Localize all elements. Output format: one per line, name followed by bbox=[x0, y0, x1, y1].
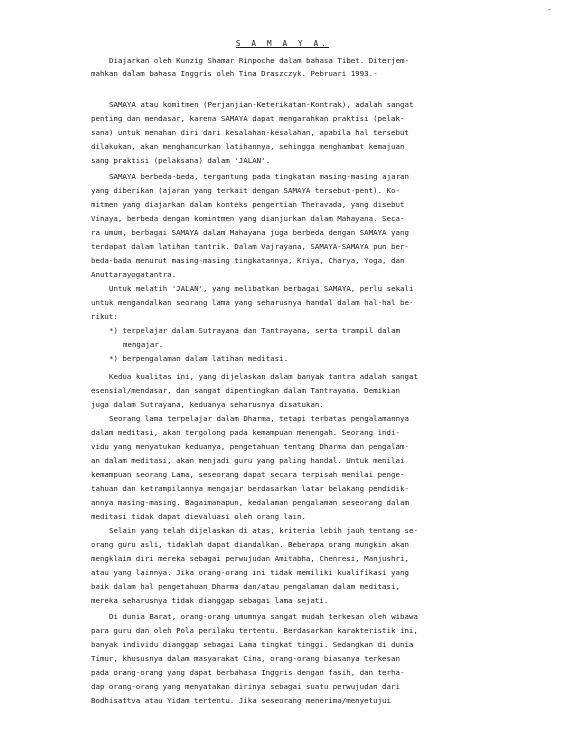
page-title-text: S A M A Y A. bbox=[235, 39, 330, 48]
corner-mark: - bbox=[547, 5, 552, 14]
paragraph-line: Seorang lama terpelajar dalam Dharma, tetapi terbatas pengalamannya bbox=[109, 414, 410, 423]
paragraph-line: untuk mengandalkan seorang lama yang seharusnya handal dalam hal-hal be- bbox=[91, 298, 414, 307]
paragraph-line: sana) untuk menahan diri dari kesalahan-kesalahan, apabila hal tersebut bbox=[91, 128, 409, 137]
paragraph-line: SAMAYA atau komitmen (Perjanjian-Keterikatan-Kontrak), adalah sangat bbox=[109, 100, 414, 109]
paragraph-line: ra umum, berbagai SAMAYA dalam Mahayana juga berbeda dengan SAMAYA yang bbox=[91, 228, 409, 237]
paragraph-line: vidu yang menyatukan keduanya, pengetahuan tentang Dharma dan pengalam- bbox=[91, 442, 409, 451]
paragraph-line: mengklaim diri mereka sebagai perwujudan Amitabha, Chenresi, Manjushri, bbox=[91, 554, 409, 563]
paragraph-line: Vinaya, berbeda dengan komintmen yang dianjurkan dalam Mahayana. Seca- bbox=[91, 214, 405, 223]
paragraph-line: orang guru asli, tidaklah dapat diandalkan. Beberapa orang mungkin akan bbox=[91, 540, 409, 549]
paragraph-line: meditasi tidak dapat dievaluasi oleh orang lain. bbox=[91, 512, 306, 521]
paragraph-line: esensial/mendasar, dan sangat dipentingkan dalam Tantrayana. Demikian bbox=[91, 386, 400, 395]
paragraph-line: Kedua kualitas ini, yang dijelaskan dalam banyak tantra adalah sangat bbox=[109, 372, 418, 381]
paragraph-line: Di dunia Barat, orang-orang umumnya sangat mudah terkesan oleh wibawa bbox=[109, 612, 418, 621]
intro-line: mahkan dalam bahasa Inggris oleh Tina Draszczyk. Pebruari 1993.- bbox=[91, 69, 378, 78]
paragraph-line: juga dalam Sutrayana, keduanya seharusnya disatukan. bbox=[91, 400, 324, 409]
paragraph-line: rikut: bbox=[91, 312, 118, 321]
paragraph-line: baik dalam hal pengetahuan Dharma dan/atau pengalaman dalam meditasi, bbox=[91, 582, 400, 591]
paragraph-line: dalam meditasi, akan tergolong pada kemampuan menengah. Seorang indi- bbox=[91, 428, 400, 437]
paragraph-line: dap orang-orang yang menyatakan dirinya sebagai suatu perwujudan dari bbox=[91, 682, 400, 691]
paragraph-line: para guru dan oleh Pola perilaku tertentu. Berdasarkan karakteristik ini, bbox=[91, 626, 418, 635]
paragraph-line: dilakukan, akan menghancurkan latihannya, sehingga menghambat kemajuan bbox=[91, 142, 405, 151]
paragraph-line: penting dan mendasar, karena SAMAYA dapat mengarahkan praktisi (pelak- bbox=[91, 114, 405, 123]
paragraph-line: Untuk melatih 'JALAN', yang melibatkan berbagai SAMAYA, perlu sekali bbox=[109, 284, 414, 293]
intro-line: Diajarkan oleh Kunzig Shamar Rinpoche dalam bahasa Tibet. Diterjem- bbox=[109, 56, 410, 65]
paragraph-line: Bodhisattva atau Yidam tertentu. Jika seseorang menerima/menyetujui bbox=[91, 696, 392, 705]
paragraph-line: Selain yang telah dijelaskan di atas, kriteria lebih jauh tentang se- bbox=[109, 526, 418, 535]
paragraph-line: beda-bada menurut masing-masing tingkatannya, Kriya, Charya, Yoga, dan bbox=[91, 256, 405, 265]
paragraph-line: tahuan dan ketrampilannya mengajar berdasarkan latar belakang pendidik- bbox=[91, 484, 409, 493]
bullet-item: *) berpengalaman dalam latihan meditasi. bbox=[109, 354, 289, 363]
paragraph-line: kemampuan seorang Lama, seseorang dapat secara terpisah menilai penge- bbox=[91, 470, 405, 479]
paragraph-line: yang diberikan (ajaran yang terkait dengan SAMAYA tersebut-pent). Ko- bbox=[91, 186, 400, 195]
paragraph-line: mitmen yang diajarkan dalam konteks pengertian Theravada, yang disebut bbox=[91, 200, 405, 209]
paragraph-line: Timur, khususnya dalam masyarakat Cina, orang-orang biasanya terkesan bbox=[91, 654, 400, 663]
paragraph-line: sang praktisi (pelaksana) dalam 'JALAN'. bbox=[91, 156, 271, 165]
paragraph-line: terdapat dalam latihan tantrik. Dalam Vajrayana, SAMAYA-SAMAYA pun ber- bbox=[91, 242, 409, 251]
paragraph-line: mereka seharusnya tidak dianggap sebagai lama sejati. bbox=[91, 596, 329, 605]
paragraph-line: an dalam meditasi, akan menjadi guru yang paling handal. Untuk menilai bbox=[91, 456, 405, 465]
paragraph-line: Anuttarayogatantra. bbox=[91, 270, 177, 279]
bullet-item-continued: mengajar. bbox=[123, 340, 164, 349]
paragraph-line: banyak individu dianggap sebagai Lama tingkat tinggi. Sedangkan di dunia bbox=[91, 640, 414, 649]
paragraph-line: atau yang lainnya. Jika orang-orang ini tidak memiliki kualifikasi yang bbox=[91, 568, 409, 577]
paragraph-line: SAMAYA berbeda-beda, tergantung pada tingkatan masing-masing ajaran bbox=[109, 172, 410, 181]
page-title bbox=[0, 38, 565, 49]
paragraph-line: annya masing-masing. Bagaimanapun, kedalaman pengalaman seseorang dalam bbox=[91, 498, 409, 507]
bullet-item: *) terpelajar dalam Sutrayana dan Tantrayana, serta trampil dalam bbox=[109, 326, 401, 335]
paragraph-line: pada orang-orang yang dapat berbahasa Inggris dengan fasih, dan terha- bbox=[91, 668, 405, 677]
